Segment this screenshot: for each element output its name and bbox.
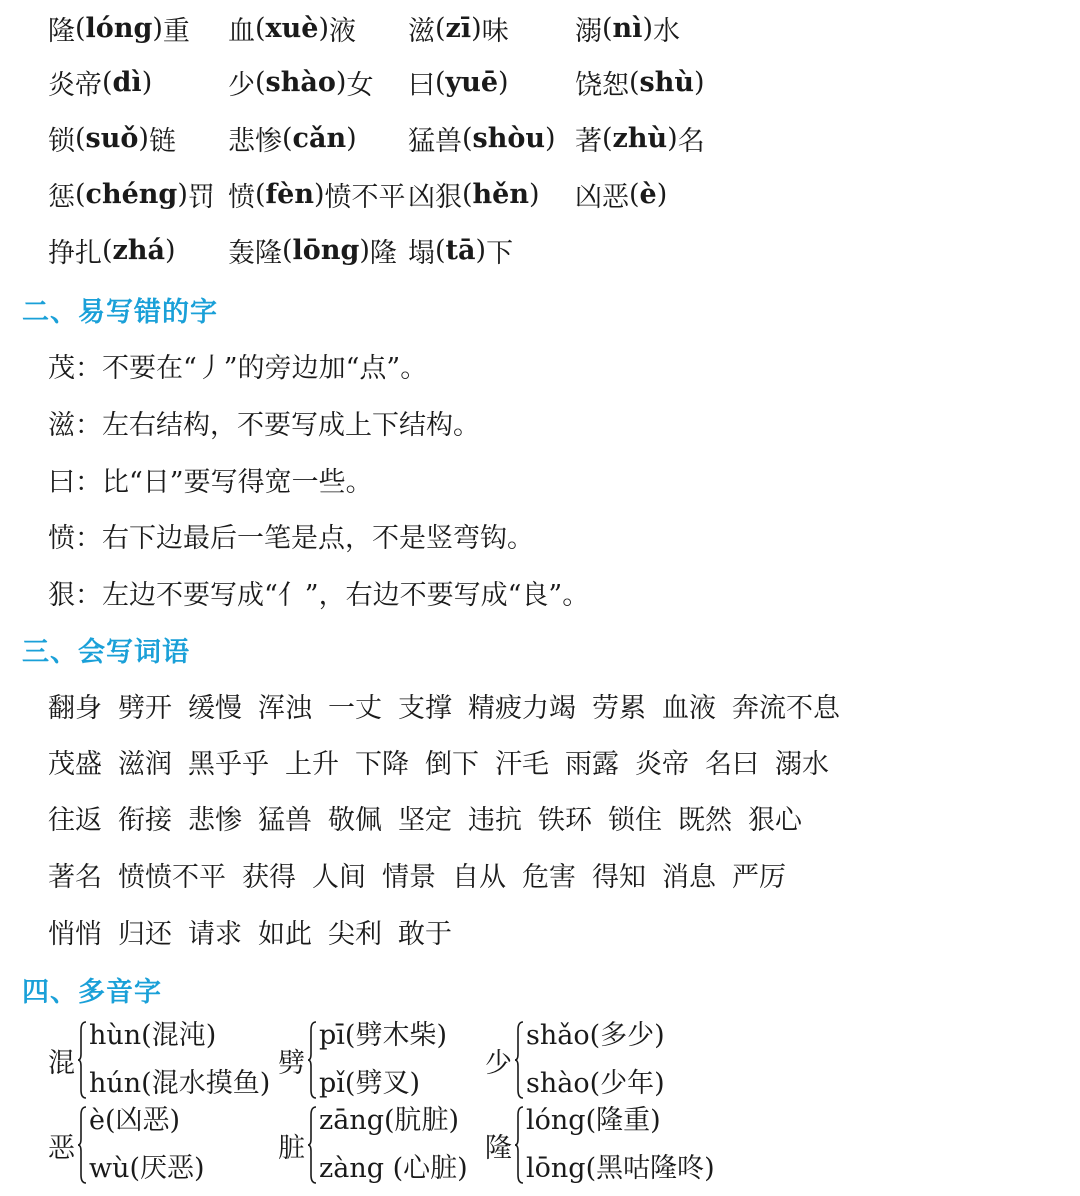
- pinyin-item: 饶恕 ( shù ): [575, 66, 705, 101]
- brace-icon: [514, 1105, 524, 1185]
- polyphone-option: lōng(黑咕隆咚): [526, 1153, 715, 1184]
- vocab-word: 支撑: [398, 693, 452, 724]
- vocab-row: [48, 912, 468, 951]
- polyphone-char: 劈: [278, 1047, 305, 1079]
- vocab-word: 锁住: [608, 805, 662, 836]
- pinyin-item: 猛兽 ( shòu ): [408, 122, 556, 157]
- vocab-row: [48, 855, 802, 894]
- polyphone-group: [278, 1100, 468, 1190]
- vocab-word: 情景: [382, 862, 436, 893]
- vocab-word: 尖利: [328, 919, 382, 950]
- vocab-word: 狠心: [748, 805, 802, 836]
- polyphone-option: hùn(混沌): [89, 1020, 217, 1051]
- brace-icon: [77, 1105, 87, 1185]
- vocab-word: 铁环: [538, 805, 592, 836]
- pinyin-item: 悲惨 ( cǎn ): [228, 122, 357, 157]
- vocab-word: 猛兽: [258, 805, 312, 836]
- vocab-word: 既然: [678, 805, 732, 836]
- polyphone-option: pī(劈木柴): [319, 1020, 447, 1051]
- polyphone-char: 隆: [485, 1132, 512, 1164]
- pinyin-item: 挣扎 ( zhá ): [48, 234, 176, 269]
- vocab-word: 缓慢: [188, 693, 242, 724]
- pinyin-item: 隆 ( lóng ) 重: [48, 12, 190, 47]
- pinyin-item: 愤 ( fèn ) 愤不平: [228, 178, 406, 213]
- vocab-word: 血液: [662, 693, 716, 724]
- vocab-word: 精疲力竭: [468, 693, 576, 724]
- polyphone-option: zàng (心脏): [319, 1153, 468, 1184]
- polyphone-option: è(凶恶): [89, 1105, 181, 1136]
- polyphone-option: shǎo(多少): [526, 1020, 665, 1051]
- pinyin-item: 溺 ( nì ) 水: [575, 12, 680, 47]
- polyphone-char: 恶: [48, 1132, 75, 1164]
- mistake-line: 滋：左右结构，不要写成上下结构。: [48, 410, 480, 441]
- vocab-word: 劳累: [592, 693, 646, 724]
- vocab-word: 得知: [592, 862, 646, 893]
- vocab-word: 倒下: [425, 749, 479, 780]
- brace-icon: [307, 1020, 317, 1100]
- vocab-row: [48, 742, 845, 781]
- vocab-word: 消息: [662, 862, 716, 893]
- vocab-row: [48, 798, 818, 837]
- mistake-line: 愤：右下边最后一笔是点，不是竖弯钩。: [48, 523, 534, 554]
- vocab-word: 名曰: [705, 749, 759, 780]
- pinyin-item: 炎帝 ( dì ): [48, 66, 153, 101]
- vocab-word: 敢于: [398, 919, 452, 950]
- vocab-word: 危害: [522, 862, 576, 893]
- pinyin-item: 曰 ( yuē ): [408, 66, 509, 101]
- pinyin-item: 血 ( xuè ) 液: [228, 12, 356, 47]
- polyphone-option: lóng(隆重): [526, 1105, 661, 1136]
- vocab-word: 著名: [48, 862, 102, 893]
- vocab-word: 溺水: [775, 749, 829, 780]
- pinyin-item: 惩 ( chéng ) 罚: [48, 178, 215, 213]
- polyphone-group: [485, 1015, 665, 1105]
- vocab-word: 一丈: [328, 693, 382, 724]
- vocab-row: [48, 686, 856, 725]
- vocab-word: 愤愤不平: [118, 862, 226, 893]
- polyphone-option: zāng(肮脏): [319, 1105, 460, 1136]
- vocab-word: 黑乎乎: [188, 749, 269, 780]
- polyphone-option: shào(少年): [526, 1068, 665, 1099]
- pinyin-item: 塌 ( tā ) 下: [408, 234, 514, 269]
- pinyin-item: 凶狠 ( hěn ): [408, 178, 540, 213]
- section-heading-easy-mistakes: 二、易写错的字: [22, 297, 218, 328]
- vocab-word: 如此: [258, 919, 312, 950]
- vocab-word: 衔接: [118, 805, 172, 836]
- vocab-word: 严厉: [732, 862, 786, 893]
- vocab-word: 奔流不息: [732, 693, 840, 724]
- vocab-word: 获得: [242, 862, 296, 893]
- vocab-word: 雨露: [565, 749, 619, 780]
- pinyin-item: 锁 ( suǒ ) 链: [48, 122, 176, 157]
- vocab-word: 悄悄: [48, 919, 102, 950]
- polyphone-option: wù(厌恶): [89, 1153, 205, 1184]
- vocab-word: 浑浊: [258, 693, 312, 724]
- polyphone-char: 混: [48, 1047, 75, 1079]
- brace-icon: [307, 1105, 317, 1185]
- mistake-line: 狠：左边不要写成“亻”，右边不要写成“良”。: [48, 580, 590, 611]
- mistake-line: 曰：比“日”要写得宽一些。: [48, 467, 373, 498]
- vocab-word: 翻身: [48, 693, 102, 724]
- brace-icon: [514, 1020, 524, 1100]
- vocab-word: 汗毛: [495, 749, 549, 780]
- vocab-word: 往返: [48, 805, 102, 836]
- polyphone-char: 少: [485, 1047, 512, 1079]
- vocab-word: 坚定: [398, 805, 452, 836]
- vocab-word: 上升: [285, 749, 339, 780]
- polyphone-group: [278, 1015, 447, 1105]
- mistake-line: 茂：不要在“丿”的旁边加“点”。: [48, 353, 428, 384]
- section-heading-polyphones: 四、多音字: [22, 977, 162, 1008]
- pinyin-item: 少 ( shào ) 女: [228, 66, 374, 101]
- brace-icon: [77, 1020, 87, 1100]
- vocab-word: 下降: [355, 749, 409, 780]
- vocab-word: 违抗: [468, 805, 522, 836]
- vocab-word: 炎帝: [635, 749, 689, 780]
- pinyin-item: 滋 ( zī ) 味: [408, 12, 509, 47]
- vocab-word: 归还: [118, 919, 172, 950]
- section-heading-vocabulary: 三、会写词语: [22, 637, 190, 668]
- polyphone-option: hún(混水摸鱼): [89, 1068, 271, 1099]
- vocab-word: 请求: [188, 919, 242, 950]
- vocab-word: 敬佩: [328, 805, 382, 836]
- polyphone-group: [48, 1015, 270, 1105]
- pinyin-item: 凶恶 ( è ): [575, 178, 668, 213]
- vocab-word: 劈开: [118, 693, 172, 724]
- polyphone-group: [48, 1100, 205, 1190]
- vocab-word: 自从: [452, 862, 506, 893]
- pinyin-item: 轰隆 ( lōng ) 隆: [228, 234, 397, 269]
- vocab-word: 滋润: [118, 749, 172, 780]
- vocab-word: 悲惨: [188, 805, 242, 836]
- vocab-word: 茂盛: [48, 749, 102, 780]
- polyphone-option: pǐ(劈叉): [319, 1068, 420, 1099]
- polyphone-group: [485, 1100, 715, 1190]
- polyphone-char: 脏: [278, 1132, 305, 1164]
- pinyin-item: 著 ( zhù ) 名: [575, 122, 705, 157]
- vocab-word: 人间: [312, 862, 366, 893]
